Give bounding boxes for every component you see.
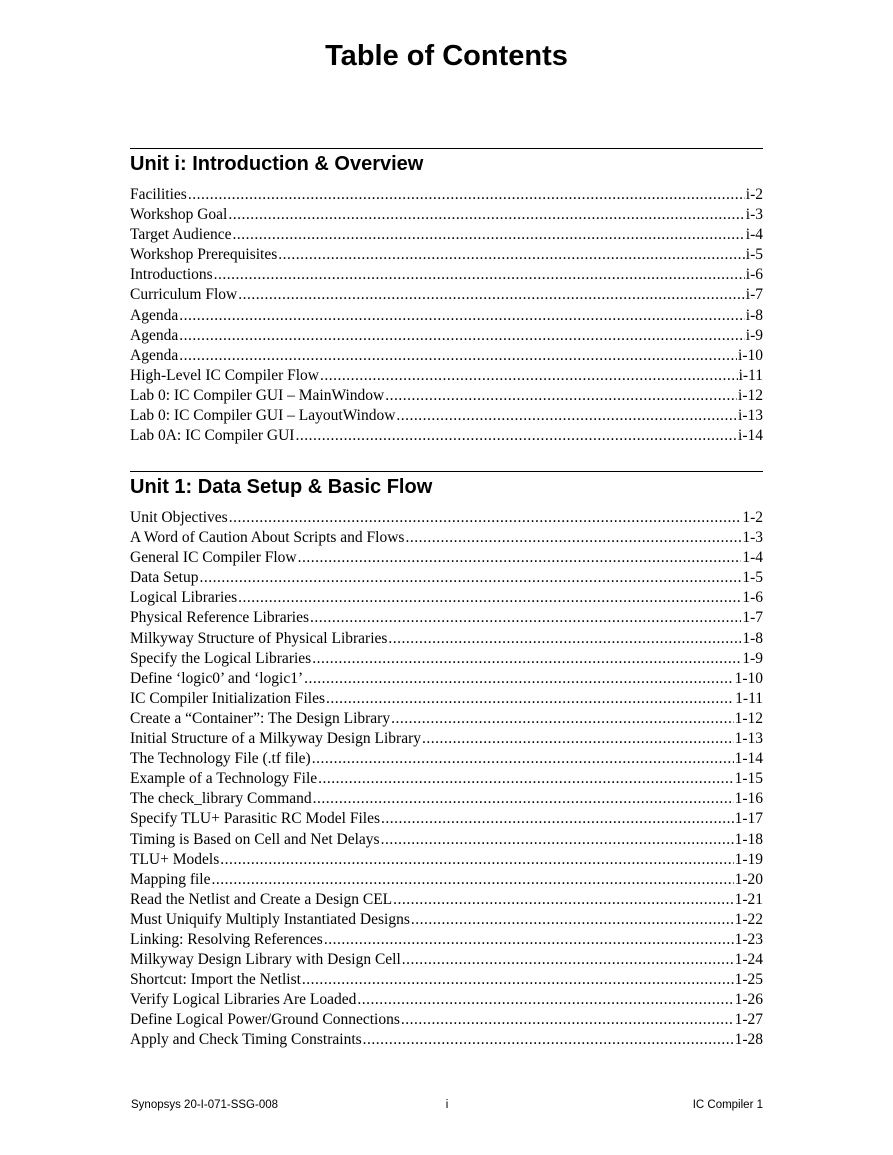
toc-entry-title: The check_library Command (130, 790, 312, 808)
dot-leader (278, 245, 745, 265)
toc-entry[interactable] (130, 185, 763, 205)
toc-entry-page-number: 1-10 (734, 669, 763, 687)
dot-leader (411, 910, 734, 930)
toc-entry-title: Apply and Check Timing Constraints (130, 1031, 362, 1049)
toc-entry-title: General IC Compiler Flow (130, 549, 297, 567)
toc-entry[interactable] (130, 346, 763, 366)
dot-leader (179, 346, 737, 366)
toc-entry-title: A Word of Caution About Scripts and Flows (130, 529, 405, 547)
toc-entry[interactable] (130, 285, 763, 305)
dot-leader (357, 990, 733, 1010)
dot-leader (381, 809, 734, 829)
toc-entry[interactable] (130, 669, 763, 689)
dot-leader (363, 1030, 734, 1050)
toc-entry[interactable] (130, 225, 763, 245)
toc-entry-title: Must Uniquify Multiply Instantiated Designs (130, 910, 410, 928)
page-title: Table of Contents (325, 40, 568, 72)
toc-entry-page-number: i-6 (745, 266, 763, 284)
toc-entry-list (130, 508, 763, 1051)
toc-entry-page-number: i-14 (738, 427, 763, 445)
toc-entry[interactable] (130, 729, 763, 749)
toc-entry-title: Specify TLU+ Parasitic RC Model Files (130, 810, 380, 828)
toc-entry[interactable] (130, 426, 763, 446)
toc-entry-title: Mapping file (130, 870, 211, 888)
dot-leader (405, 528, 741, 548)
toc-entry[interactable] (130, 910, 763, 930)
toc-entry-title: Lab 0A: IC Compiler GUI (130, 427, 295, 445)
page-footer (131, 1099, 763, 1115)
toc-entry-page-number: i-13 (738, 407, 763, 425)
toc-entry[interactable] (130, 649, 763, 669)
toc-entry-title: Initial Structure of a Milkyway Design Library (130, 730, 421, 748)
dot-leader (318, 769, 733, 789)
dot-leader (302, 970, 734, 990)
toc-entry[interactable] (130, 265, 763, 285)
dot-leader (312, 649, 741, 669)
dot-leader (401, 1010, 734, 1030)
toc-entry-title: Agenda (130, 306, 179, 324)
toc-entry-page-number: 1-26 (734, 991, 763, 1009)
toc-entry-title: Agenda (130, 326, 179, 344)
toc-entry-page-number: 1-2 (742, 509, 763, 526)
dot-leader (391, 709, 733, 729)
toc-entry-page-number: 1-9 (742, 649, 763, 667)
toc-entry-title: Data Setup (130, 569, 199, 587)
toc-entry-page-number: 1-19 (734, 850, 763, 868)
toc-entry-title: Agenda (130, 346, 179, 364)
toc-entry[interactable] (130, 548, 763, 568)
toc-entry-title: The Technology File (.tf file) (130, 750, 311, 768)
toc-entry[interactable] (130, 406, 763, 426)
toc-entry-page-number: 1-6 (742, 589, 763, 607)
dot-leader (229, 508, 742, 528)
toc-entry-title: Define Logical Power/Ground Connections (130, 1011, 400, 1029)
toc-entry[interactable] (130, 769, 763, 789)
toc-entry[interactable] (130, 950, 763, 970)
toc-entry-page-number: 1-13 (734, 730, 763, 748)
toc-entry-page-number: 1-22 (734, 910, 763, 928)
unit-heading: Unit 1: Data Setup & Basic Flow (130, 476, 433, 498)
dot-leader (220, 850, 733, 870)
toc-entry[interactable] (130, 528, 763, 548)
toc-entry[interactable] (130, 1010, 763, 1030)
toc-entry-title: High-Level IC Compiler Flow (130, 366, 319, 384)
toc-entry-page-number: 1-8 (742, 629, 763, 647)
toc-entry[interactable] (130, 306, 763, 326)
toc-entry[interactable] (130, 990, 763, 1010)
toc-entry-page-number: 1-20 (734, 870, 763, 888)
dot-leader (324, 930, 734, 950)
toc-entry-title: Curriculum Flow (130, 286, 238, 304)
toc-entry-title: Verify Logical Libraries Are Loaded (130, 991, 357, 1009)
toc-entry-title: Create a “Container”: The Design Library (130, 709, 391, 727)
dot-leader (320, 366, 738, 386)
dot-leader (381, 830, 734, 850)
toc-entry[interactable] (130, 789, 763, 809)
toc-entry[interactable] (130, 568, 763, 588)
dot-leader (238, 588, 741, 608)
toc-entry-title: Introductions (130, 266, 213, 284)
toc-entry[interactable] (130, 508, 763, 528)
toc-entry-title: Linking: Resolving References (130, 930, 323, 948)
toc-entry-title: IC Compiler Initialization Files (130, 689, 326, 707)
toc-entry[interactable] (130, 709, 763, 729)
footer-course-name: IC Compiler 1 (692, 1099, 763, 1111)
dot-leader (214, 265, 745, 285)
toc-entry-page-number: i-7 (745, 286, 763, 304)
toc-entry-title: Specify the Logical Libraries (130, 649, 312, 667)
dot-leader (238, 285, 745, 305)
dot-leader (298, 548, 742, 568)
toc-entry[interactable] (130, 386, 763, 406)
toc-entry-page-number: 1-14 (734, 750, 763, 768)
toc-entry[interactable] (130, 326, 763, 346)
toc-entry-page-number: 1-23 (734, 930, 763, 948)
toc-entry[interactable] (130, 629, 763, 649)
dot-leader (179, 326, 745, 346)
unit-section-intro (130, 148, 763, 446)
toc-entry[interactable] (130, 749, 763, 769)
toc-entry-title: Unit Objectives (130, 509, 228, 526)
toc-entry-title: Logical Libraries (130, 589, 238, 607)
dot-leader (396, 406, 737, 426)
toc-entry-page-number: i-12 (738, 386, 763, 404)
dot-leader (295, 426, 737, 446)
toc-entry[interactable] (130, 608, 763, 628)
toc-entry-list (130, 185, 763, 446)
dot-leader (233, 225, 745, 245)
toc-entry[interactable] (130, 809, 763, 829)
toc-entry-title: Define ‘logic0’ and ‘logic1’ (130, 669, 304, 687)
toc-entry-title: Lab 0: IC Compiler GUI – LayoutWindow (130, 407, 396, 425)
unit-section-data-setup (130, 471, 763, 1051)
section-divider (130, 148, 763, 149)
toc-entry[interactable] (130, 245, 763, 265)
toc-entry-page-number: 1-15 (734, 770, 763, 788)
toc-entry-page-number: 1-21 (734, 890, 763, 908)
dot-leader (393, 890, 733, 910)
dot-leader (385, 386, 737, 406)
toc-entry[interactable] (130, 970, 763, 990)
toc-entry-page-number: i-5 (745, 246, 763, 264)
toc-entry-page-number: 1-16 (734, 790, 763, 808)
toc-entry-title: Facilities (130, 186, 187, 203)
toc-entry-title: Lab 0: IC Compiler GUI – MainWindow (130, 386, 385, 404)
toc-entry-page-number: 1-28 (734, 1031, 763, 1049)
toc-entry-page-number: 1-7 (742, 609, 763, 627)
section-divider (130, 471, 763, 472)
toc-entry-page-number: i-9 (745, 326, 763, 344)
toc-entry-title: Target Audience (130, 226, 232, 244)
toc-entry-title: Timing is Based on Cell and Net Delays (130, 830, 380, 848)
toc-entry[interactable] (130, 205, 763, 225)
toc-entry-title: Milkyway Structure of Physical Libraries (130, 629, 388, 647)
unit-heading: Unit i: Introduction & Overview (130, 153, 424, 175)
toc-entry-title: Read the Netlist and Create a Design CEL (130, 890, 393, 908)
toc-entry-page-number: i-10 (738, 346, 763, 364)
toc-entry[interactable] (130, 830, 763, 850)
toc-entry-page-number: 1-5 (742, 569, 763, 587)
dot-leader (326, 689, 734, 709)
toc-entry[interactable] (130, 930, 763, 950)
dot-leader (188, 185, 745, 205)
dot-leader (228, 205, 744, 225)
toc-entry[interactable] (130, 850, 763, 870)
toc-entry-page-number: i-4 (745, 226, 763, 244)
dot-leader (310, 608, 741, 628)
toc-entry[interactable] (130, 890, 763, 910)
dot-leader (199, 568, 741, 588)
dot-leader (422, 729, 734, 749)
footer-page-number: i (445, 1099, 449, 1111)
dot-leader (402, 950, 734, 970)
toc-entry-page-number: 1-17 (734, 810, 763, 828)
toc-entry[interactable] (130, 366, 763, 386)
toc-entry[interactable] (130, 689, 763, 709)
footer-doc-id: Synopsys 20-I-071-SSG-008 (131, 1099, 279, 1111)
toc-entry-page-number: 1-12 (734, 709, 763, 727)
dot-leader (312, 749, 734, 769)
toc-entry-page-number: 1-18 (734, 830, 763, 848)
dot-leader (179, 306, 745, 326)
toc-entry-page-number: i-3 (745, 206, 763, 224)
dot-leader (388, 629, 741, 649)
toc-entry-page-number: 1-24 (734, 951, 763, 969)
toc-entry-page-number: i-11 (738, 366, 763, 384)
toc-entry-title: Shortcut: Import the Netlist (130, 971, 301, 989)
toc-entry-page-number: i-8 (745, 306, 763, 324)
toc-entry-page-number: i-2 (745, 186, 763, 203)
dot-leader (313, 789, 734, 809)
dot-leader (304, 669, 733, 689)
dot-leader (212, 870, 734, 890)
toc-entry-title: TLU+ Models (130, 850, 220, 868)
toc-entry-title: Milkyway Design Library with Design Cell (130, 951, 401, 969)
toc-entry[interactable] (130, 870, 763, 890)
toc-entry-page-number: 1-11 (735, 689, 763, 707)
toc-entry-page-number: 1-3 (742, 529, 763, 547)
toc-entry-page-number: 1-4 (742, 549, 763, 567)
toc-entry[interactable] (130, 1030, 763, 1050)
toc-entry-page-number: 1-25 (734, 971, 763, 989)
toc-entry-title: Workshop Prerequisites (130, 246, 278, 264)
toc-entry-title: Physical Reference Libraries (130, 609, 310, 627)
toc-entry-page-number: 1-27 (734, 1011, 763, 1029)
toc-entry-title: Example of a Technology File (130, 770, 318, 788)
toc-entry-title: Workshop Goal (130, 206, 228, 224)
toc-entry[interactable] (130, 588, 763, 608)
